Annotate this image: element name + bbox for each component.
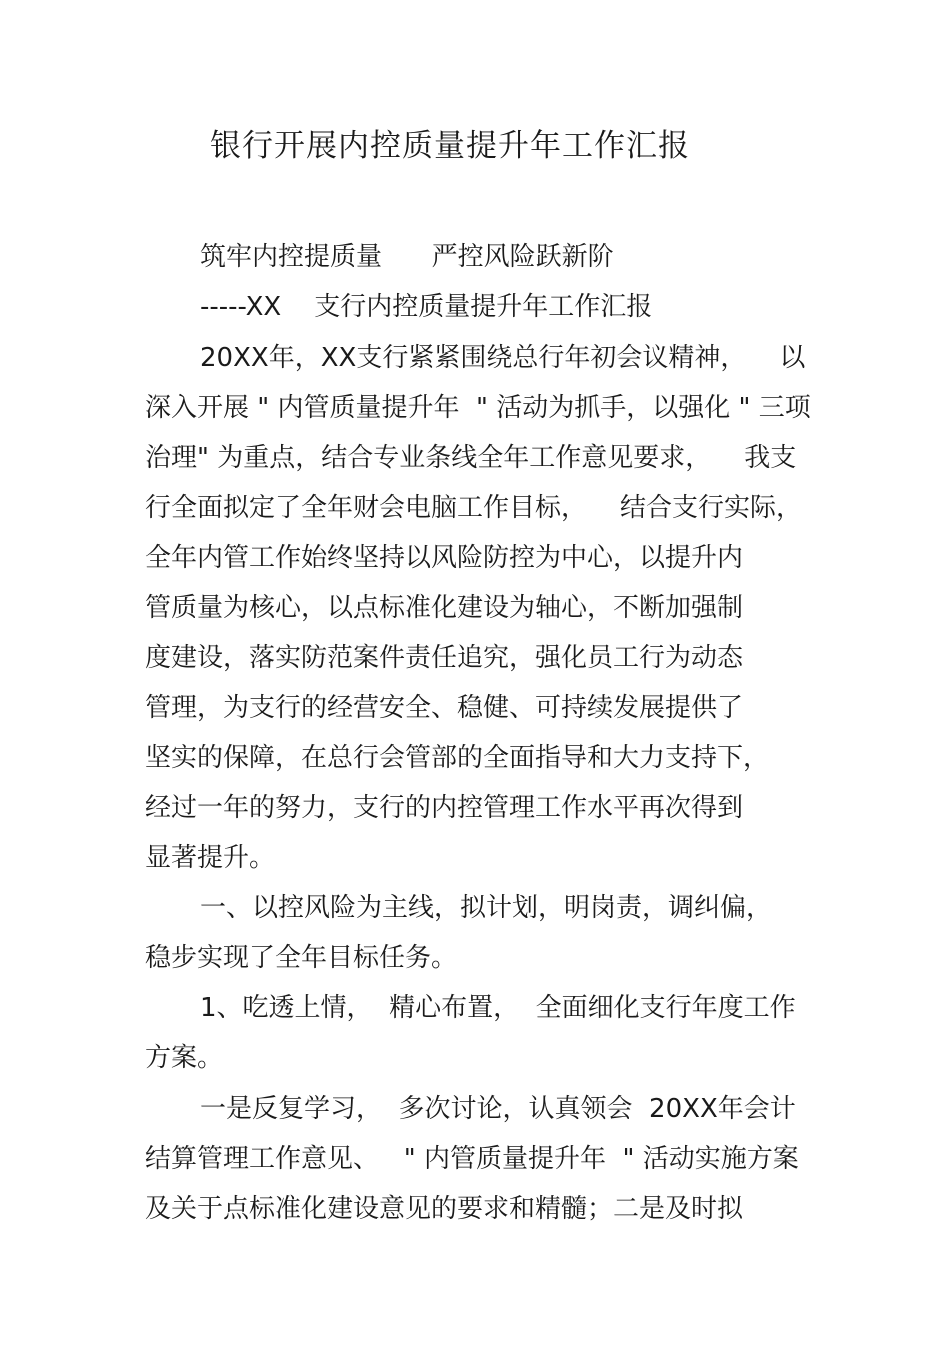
paragraph-line: 坚实的保障，在总行会管部的全面指导和大力支持下， xyxy=(145,743,770,773)
paragraph-line: 结算管理工作意见、 " 内管质量提升年 " 活动实施方案 xyxy=(145,1144,799,1174)
document-title: 银行开展内控质量提升年工作汇报 xyxy=(210,128,690,164)
subtitle-line: 筑牢内控提质量 严控风险跃新阶 xyxy=(200,242,614,272)
paragraph-line: 治理" 为重点，结合专业条线全年工作意见要求， 我支 xyxy=(145,443,797,473)
paragraph-line: 深入开展 " 内管质量提升年 " 活动为抓手，以强化 " 三项 xyxy=(145,393,811,423)
subsection-heading-line: 方案。 xyxy=(145,1043,224,1073)
subtitle-line: -----XX 支行内控质量提升年工作汇报 xyxy=(200,292,653,322)
paragraph-line: 一是反复学习， 多次讨论，认真领会 20XX年会计 xyxy=(200,1094,796,1124)
section-heading-line: 一、以控风险为主线，拟计划，明岗责，调纠偏， xyxy=(200,893,773,923)
paragraph-line: 全年内管工作始终坚持以风险防控为中心，以提升内 xyxy=(145,543,744,573)
paragraph-line: 20XX年，XX支行紧紧围绕总行年初会议精神， 以 xyxy=(200,343,806,373)
paragraph-line: 经过一年的努力，支行的内控管理工作水平再次得到 xyxy=(145,793,744,823)
section-heading-line: 稳步实现了全年目标任务。 xyxy=(145,943,458,973)
paragraph-line: 显著提升。 xyxy=(145,843,276,873)
paragraph-line: 及关于点标准化建设意见的要求和精髓；二是及时拟 xyxy=(145,1194,744,1224)
paragraph-line: 管质量为核心，以点标准化建设为轴心，不断加强制 xyxy=(145,593,744,623)
paragraph-line: 管理，为支行的经营安全、稳健、可持续发展提供了 xyxy=(145,693,744,723)
paragraph-line: 行全面拟定了全年财会电脑工作目标， 结合支行实际， xyxy=(145,493,803,523)
paragraph-line: 度建设，落实防范案件责任追究，强化员工行为动态 xyxy=(145,643,744,673)
subsection-heading-line: 1、吃透上情， 精心布置， 全面细化支行年度工作 xyxy=(200,993,796,1023)
